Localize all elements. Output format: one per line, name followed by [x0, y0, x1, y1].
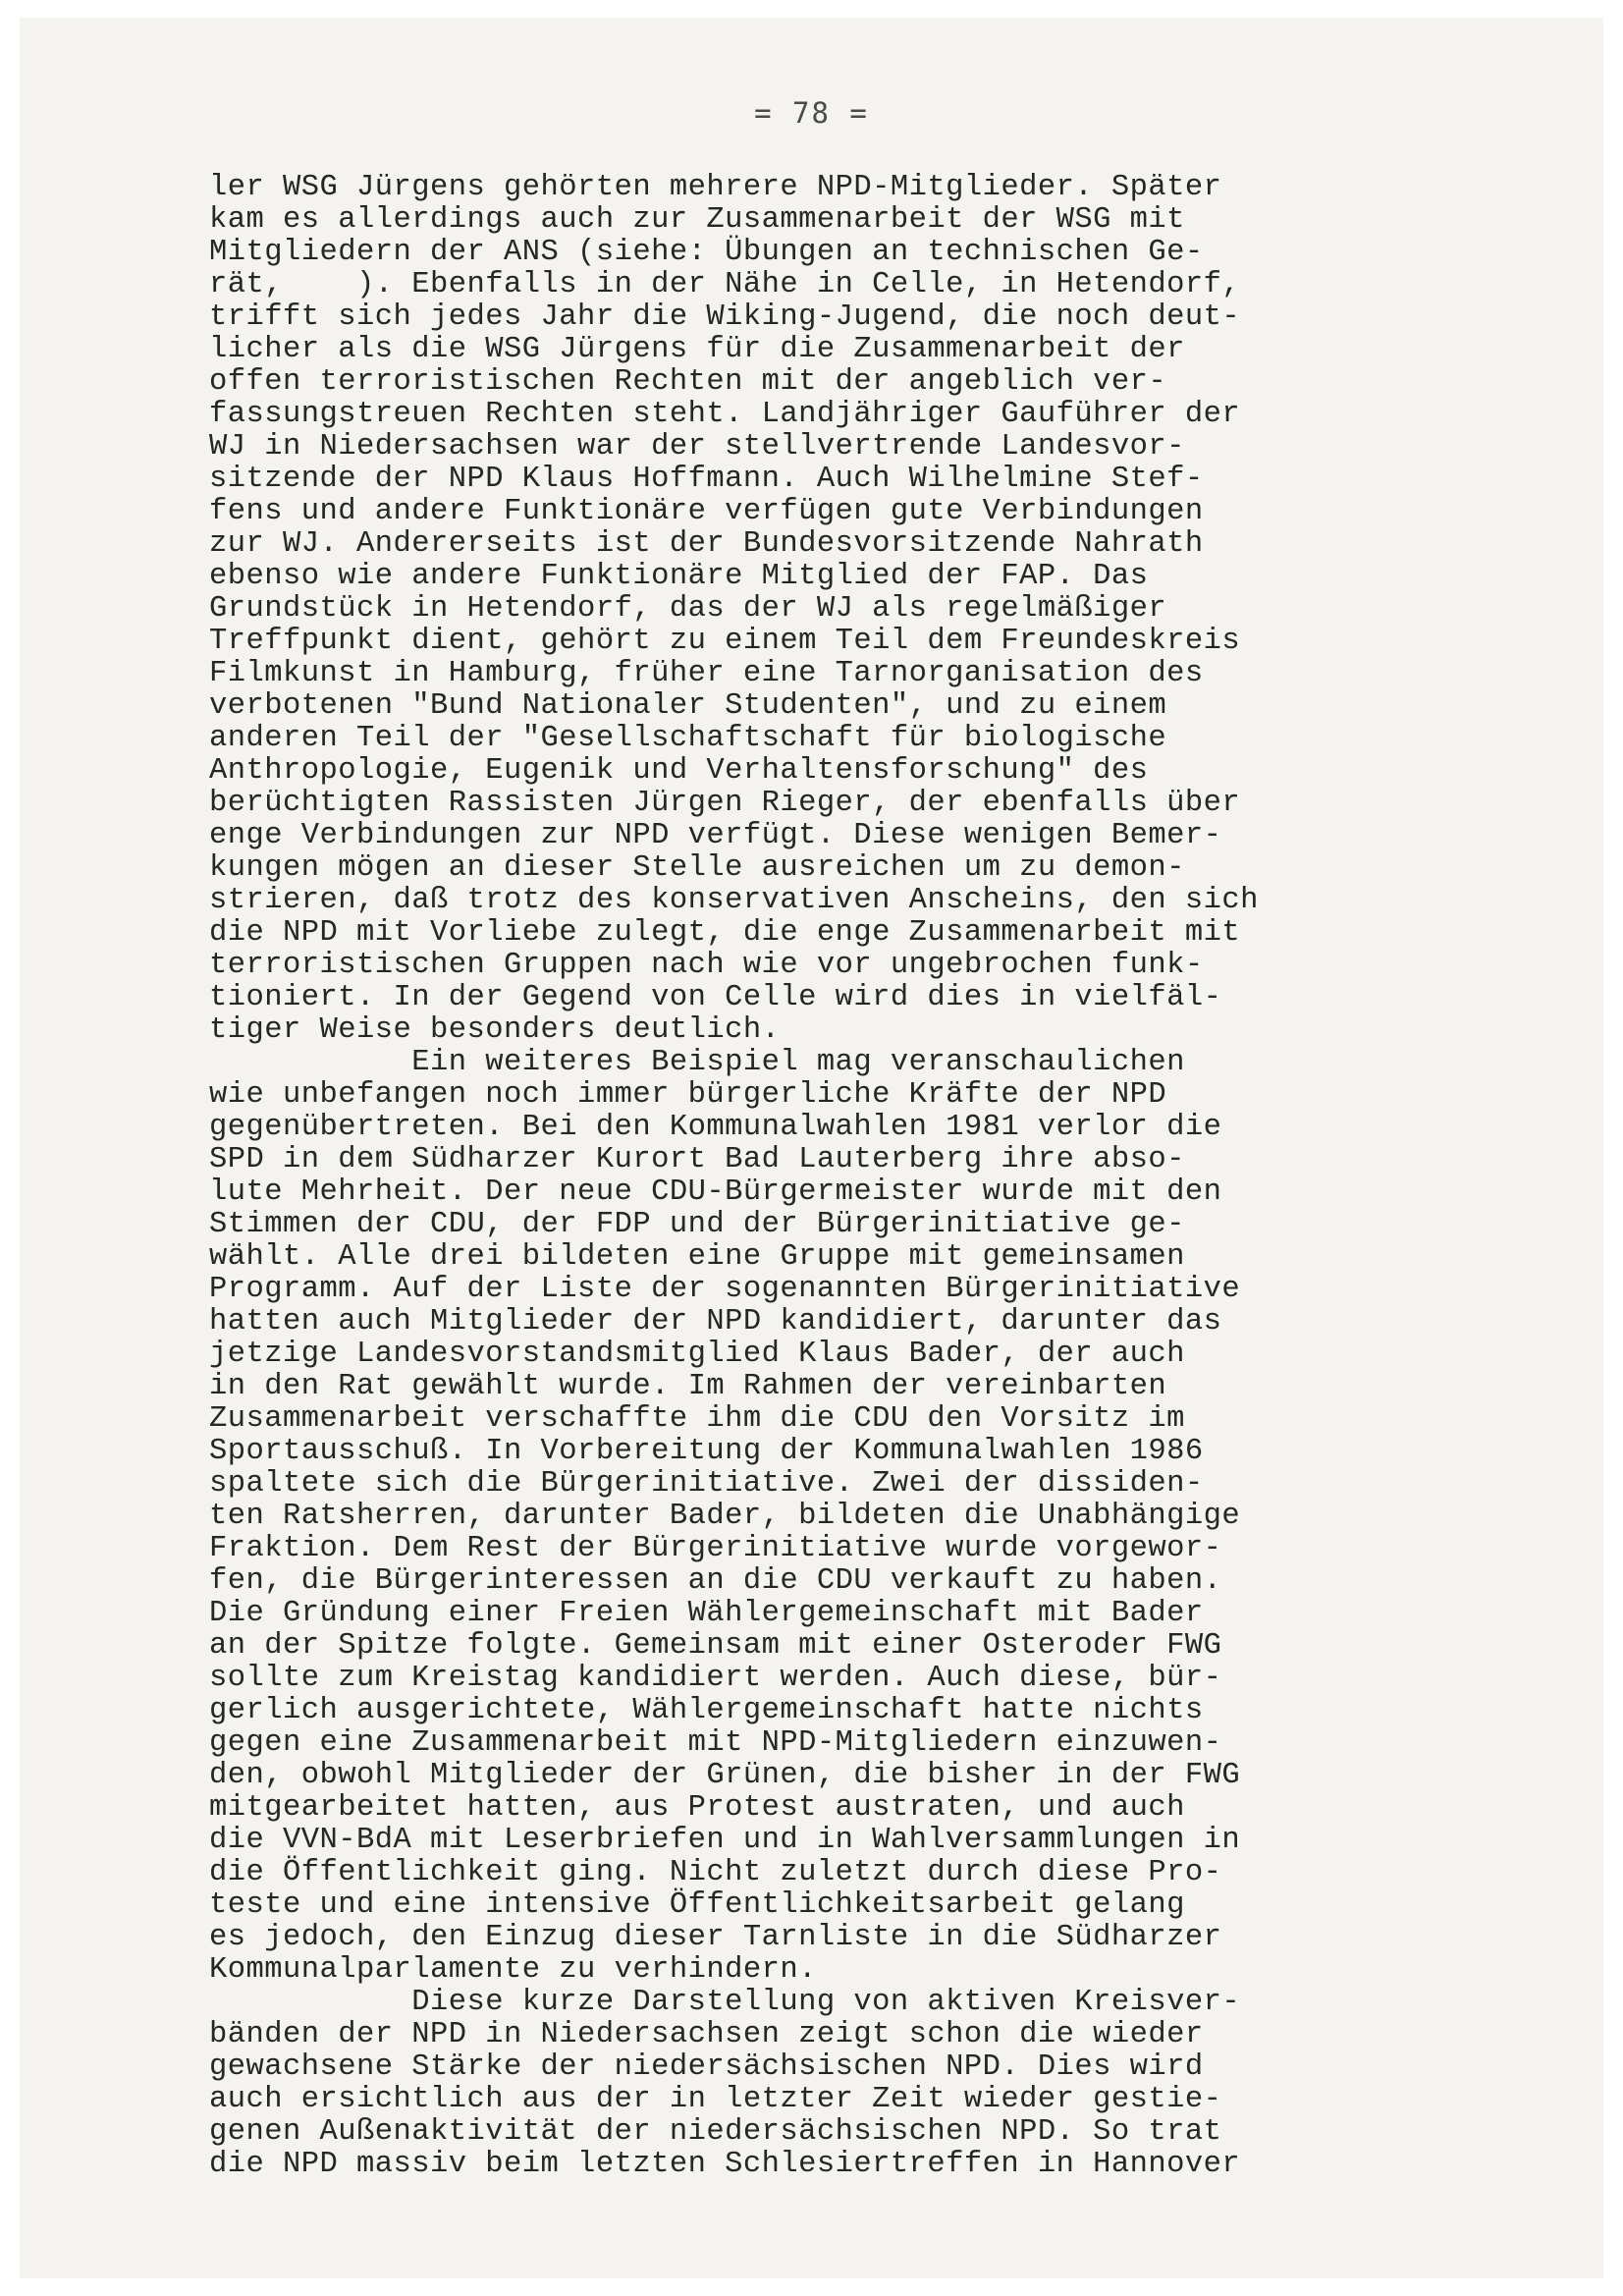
- text-line: tiger Weise besonders deutlich.: [209, 1013, 781, 1047]
- text-line: fen, die Bürgerinteressen an die CDU verkauft zu haben.: [209, 1564, 1222, 1598]
- text-line: auch ersichtlich aus der in letzter Zeit wieder gestie-: [209, 2083, 1222, 2116]
- text-line: es jedoch, den Einzug dieser Tarnliste in die Südharzer: [209, 1921, 1222, 1954]
- text-line: Programm. Auf der Liste der sogenannten Bürgerinitiative: [209, 1273, 1241, 1306]
- text-line: rät, ). Ebenfalls in der Nähe in Celle, in Hetendorf,: [209, 268, 1241, 301]
- text-line: lute Mehrheit. Der neue CDU-Bürgermeister wurde mit den: [209, 1175, 1222, 1209]
- text-line: Anthropologie, Eugenik und Verhaltensforschung" des: [209, 754, 1149, 788]
- text-line: terroristischen Gruppen nach wie vor ungebrochen funk-: [209, 949, 1204, 982]
- text-line: genen Außenaktivität der niedersächsischen NPD. So trat: [209, 2115, 1222, 2149]
- text-line: wie unbefangen noch immer bürgerliche Kräfte der NPD: [209, 1078, 1167, 1112]
- text-line: ler WSG Jürgens gehörten mehrere NPD-Mitglieder. Später: [209, 171, 1222, 204]
- text-line: in den Rat gewählt wurde. Im Rahmen der vereinbarten: [209, 1370, 1167, 1403]
- text-line: Mitgliedern der ANS (siehe: Übungen an technischen Ge-: [209, 236, 1204, 269]
- text-line: Diese kurze Darstellung von aktiven Kreisver-: [209, 1986, 1241, 2019]
- text-line: berüchtigten Rassisten Jürgen Rieger, der ebenfalls über: [209, 787, 1241, 820]
- text-line: Stimmen der CDU, der FDP und der Bürgerinitiative ge-: [209, 1208, 1185, 1241]
- text-line: kam es allerdings auch zur Zusammenarbeit der WSG mit: [209, 203, 1185, 237]
- text-line: ebenso wie andere Funktionäre Mitglied der FAP. Das: [209, 560, 1149, 593]
- text-line: sitzende der NPD Klaus Hoffmann. Auch Wilhelmine Stef-: [209, 463, 1204, 496]
- text-line: die NPD massiv beim letzten Schlesiertreffen in Hannover: [209, 2148, 1241, 2181]
- text-line: gerlich ausgerichtete, Wählergemeinschaft hatte nichts: [209, 1694, 1204, 1727]
- text-line: an der Spitze folgte. Gemeinsam mit einer Osteroder FWG: [209, 1629, 1222, 1663]
- text-line: SPD in dem Südharzer Kurort Bad Lauterberg ihre abso-: [209, 1143, 1185, 1176]
- text-line: licher als die WSG Jürgens für die Zusammenarbeit der: [209, 333, 1185, 366]
- page-number: = 78 =: [754, 96, 869, 130]
- text-line: Sportausschuß. In Vorbereitung der Kommunalwahlen 1986: [209, 1435, 1204, 1468]
- text-line: Treffpunkt dient, gehört zu einem Teil dem Freundeskreis: [209, 625, 1241, 658]
- text-line: sollte zum Kreistag kandidiert werden. Auch diese, bür-: [209, 1662, 1222, 1695]
- text-line: wählt. Alle drei bildeten eine Gruppe mit gemeinsamen: [209, 1240, 1185, 1274]
- text-line: offen terroristischen Rechten mit der angeblich ver-: [209, 365, 1167, 399]
- text-line: Filmkunst in Hamburg, früher eine Tarnorganisation des: [209, 657, 1204, 690]
- text-line: Kommunalparlamente zu verhindern.: [209, 1953, 817, 1987]
- text-line: jetzige Landesvorstandsmitglied Klaus Bader, der auch: [209, 1338, 1185, 1371]
- text-line: die NPD mit Vorliebe zulegt, die enge Zusammenarbeit mit: [209, 916, 1241, 950]
- text-line: teste und eine intensive Öffentlichkeitsarbeit gelang: [209, 1888, 1185, 1922]
- text-line: fens und andere Funktionäre verfügen gute Verbindungen: [209, 495, 1204, 528]
- text-line: Zusammenarbeit verschaffte ihm die CDU den Vorsitz im: [209, 1402, 1185, 1436]
- text-line: die Öffentlichkeit ging. Nicht zuletzt durch diese Pro-: [209, 1856, 1222, 1889]
- text-line: Fraktion. Dem Rest der Bürgerinitiative wurde vorgewor-: [209, 1532, 1222, 1565]
- text-line: Ein weiteres Beispiel mag veranschaulichen: [209, 1046, 1185, 1079]
- text-line: anderen Teil der "Gesellschaftschaft für biologische: [209, 722, 1167, 755]
- text-line: WJ in Niedersachsen war der stellvertrende Landesvor-: [209, 430, 1185, 464]
- text-line: strieren, daß trotz des konservativen Anscheins, den sich: [209, 884, 1259, 917]
- text-line: bänden der NPD in Niedersachsen zeigt schon die wieder: [209, 2018, 1204, 2051]
- text-line: den, obwohl Mitglieder der Grünen, die bisher in der FWG: [209, 1759, 1241, 1792]
- text-line: hatten auch Mitglieder der NPD kandidiert, darunter das: [209, 1305, 1222, 1339]
- text-line: mitgearbeitet hatten, aus Protest austraten, und auch: [209, 1791, 1185, 1825]
- text-line: gegen eine Zusammenarbeit mit NPD-Mitgliedern einzuwen-: [209, 1726, 1222, 1760]
- text-line: trifft sich jedes Jahr die Wiking-Jugend, die noch deut-: [209, 301, 1241, 334]
- text-line: spaltete sich die Bürgerinitiative. Zwei der dissiden-: [209, 1467, 1204, 1501]
- text-line: zur WJ. Andererseits ist der Bundesvorsitzende Nahrath: [209, 527, 1204, 561]
- text-line: verbotenen "Bund Nationaler Studenten", und zu einem: [209, 689, 1167, 723]
- text-line: Grundstück in Hetendorf, das der WJ als regelmäßiger: [209, 592, 1167, 626]
- text-line: gewachsene Stärke der niedersächsischen NPD. Dies wird: [209, 2050, 1204, 2084]
- text-line: fassungstreuen Rechten steht. Landjähriger Gauführer der: [209, 398, 1241, 431]
- text-line: kungen mögen an dieser Stelle ausreichen um zu demon-: [209, 851, 1185, 885]
- text-line: ten Ratsherren, darunter Bader, bildeten die Unabhängige: [209, 1500, 1241, 1533]
- text-line: gegenübertreten. Bei den Kommunalwahlen 1981 verlor die: [209, 1111, 1222, 1144]
- text-line: Die Gründung einer Freien Wählergemeinschaft mit Bader: [209, 1597, 1204, 1630]
- text-line: tioniert. In der Gegend von Celle wird dies in vielfäl-: [209, 981, 1222, 1014]
- text-line: die VVN-BdA mit Leserbriefen und in Wahlversammlungen in: [209, 1824, 1241, 1857]
- text-line: enge Verbindungen zur NPD verfügt. Diese wenigen Bemer-: [209, 819, 1222, 852]
